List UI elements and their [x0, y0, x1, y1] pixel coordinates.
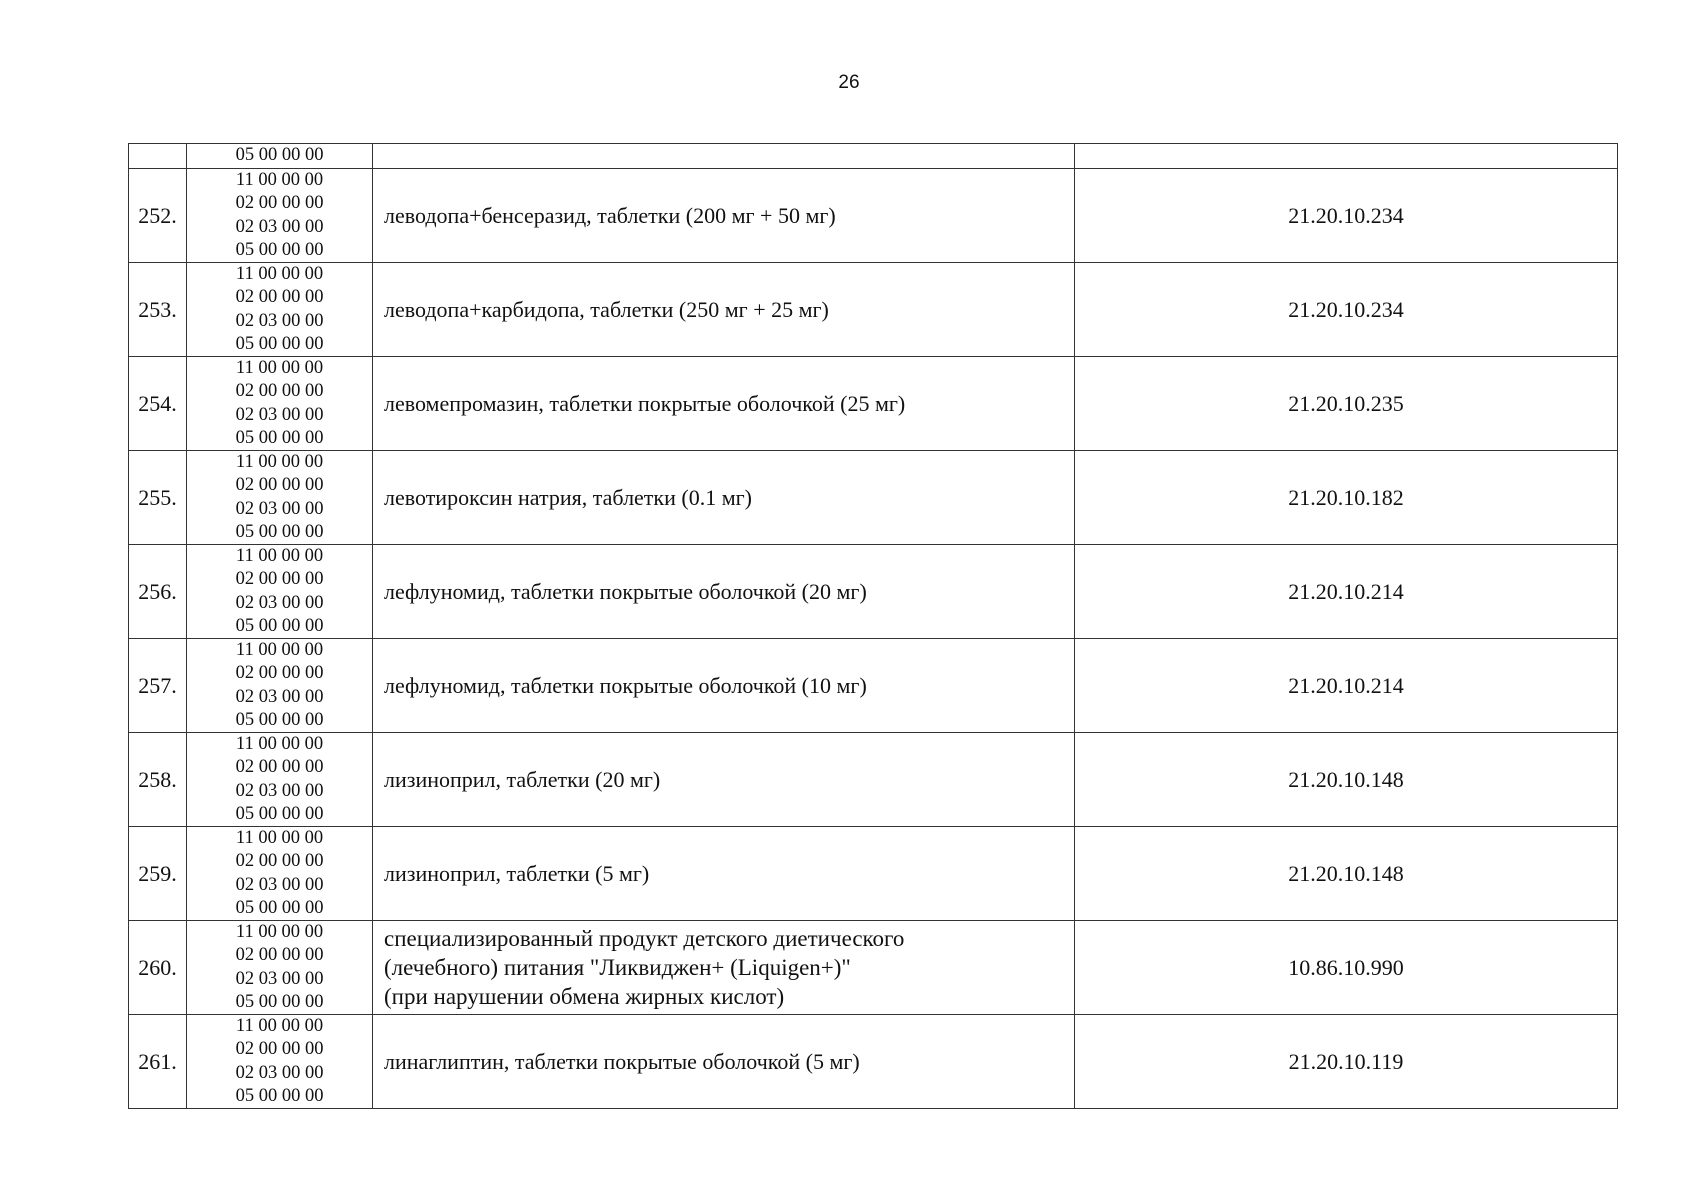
- name-line: лизиноприл, таблетки (20 мг): [384, 767, 661, 792]
- row-number-cell: 254.: [129, 357, 187, 451]
- code-line: 05 00 00 00: [235, 1085, 324, 1106]
- row-number-cell: 257.: [129, 639, 187, 733]
- name-cell: [373, 921, 1075, 1015]
- code-line: 05 00 00 00: [235, 897, 324, 918]
- page-number: 26: [838, 72, 860, 93]
- table-row: [129, 357, 1618, 451]
- code-line: 02 03 00 00: [235, 498, 324, 519]
- code-line: 05 00 00 00: [235, 239, 324, 260]
- code-line: 02 03 00 00: [235, 592, 324, 613]
- name-line: специализированный продукт детского диетического: [384, 926, 905, 951]
- okpd-cell: 21.20.10.214: [1075, 639, 1618, 733]
- code-line: 05 00 00 00: [235, 709, 324, 730]
- name-line: (лечебного) питания "Ликвиджен+ (Liquigen+)": [384, 955, 851, 980]
- code-line: 05 00 00 00: [235, 145, 324, 166]
- table-row: [129, 263, 1618, 357]
- okpd-cell: 10.86.10.990: [1075, 921, 1618, 1015]
- code-line: 02 03 00 00: [235, 780, 324, 801]
- table-row: [129, 733, 1618, 827]
- row-number-cell: 252.: [129, 169, 187, 263]
- code-line: 05 00 00 00: [235, 991, 324, 1012]
- codes-cell: [187, 733, 373, 827]
- code-line: 11 00 00 00: [235, 828, 324, 849]
- name-line: левотироксин натрия, таблетки (0.1 мг): [384, 485, 752, 510]
- code-line: 02 00 00 00: [235, 381, 324, 402]
- table-row: [129, 1015, 1618, 1109]
- name-cell: [373, 357, 1075, 451]
- okpd-cell: 21.20.10.148: [1075, 827, 1618, 921]
- code-line: 11 00 00 00: [235, 546, 324, 567]
- okpd-cell: [1075, 144, 1618, 169]
- code-line: 11 00 00 00: [235, 452, 324, 473]
- code-line: 02 00 00 00: [235, 663, 324, 684]
- table-row: [129, 639, 1618, 733]
- code-line: 02 03 00 00: [235, 686, 324, 707]
- code-line: 02 03 00 00: [235, 404, 324, 425]
- name-line: леводопа+бенсеразид, таблетки (200 мг + 50 мг): [384, 203, 836, 228]
- name-cell: [373, 733, 1075, 827]
- code-line: 02 03 00 00: [235, 1062, 324, 1083]
- codes-cell: [187, 639, 373, 733]
- okpd-cell: 21.20.10.235: [1075, 357, 1618, 451]
- okpd-cell: 21.20.10.234: [1075, 169, 1618, 263]
- codes-cell: [187, 545, 373, 639]
- okpd-cell: 21.20.10.214: [1075, 545, 1618, 639]
- name-line: левомепромазин, таблетки покрытые оболочкой (25 мг): [384, 391, 906, 416]
- code-line: 02 00 00 00: [235, 287, 324, 308]
- code-line: 05 00 00 00: [235, 521, 324, 542]
- name-line: лизиноприл, таблетки (5 мг): [384, 861, 650, 886]
- row-number-cell: 258.: [129, 733, 187, 827]
- name-line: (при нарушении обмена жирных кислот): [384, 984, 785, 1009]
- codes-cell: [187, 144, 373, 169]
- name-line: лефлуномид, таблетки покрытые оболочкой (20 мг): [384, 579, 867, 604]
- name-line: лефлуномид, таблетки покрытые оболочкой (10 мг): [384, 673, 867, 698]
- okpd-cell: 21.20.10.119: [1075, 1015, 1618, 1109]
- row-number-cell: 253.: [129, 263, 187, 357]
- codes-cell: [187, 921, 373, 1015]
- table-row: [129, 451, 1618, 545]
- name-cell: [373, 827, 1075, 921]
- row-number-cell: 259.: [129, 827, 187, 921]
- name-cell: [373, 451, 1075, 545]
- row-number-cell: [129, 144, 187, 169]
- code-line: 02 00 00 00: [235, 1039, 324, 1060]
- name-cell: [373, 639, 1075, 733]
- codes-cell: [187, 357, 373, 451]
- code-line: 11 00 00 00: [235, 358, 324, 379]
- name-cell: [373, 169, 1075, 263]
- codes-cell: [187, 827, 373, 921]
- codes-cell: [187, 169, 373, 263]
- row-number-cell: 261.: [129, 1015, 187, 1109]
- name-line: леводопа+карбидопа, таблетки (250 мг + 25 мг): [384, 297, 829, 322]
- name-cell: [373, 545, 1075, 639]
- code-line: 02 00 00 00: [235, 851, 324, 872]
- okpd-cell: 21.20.10.148: [1075, 733, 1618, 827]
- row-number-cell: 260.: [129, 921, 187, 1015]
- table-row: [129, 827, 1618, 921]
- name-cell: [373, 144, 1075, 169]
- code-line: 05 00 00 00: [235, 333, 324, 354]
- code-line: 05 00 00 00: [235, 803, 324, 824]
- codes-cell: [187, 451, 373, 545]
- table-row: [129, 921, 1618, 1015]
- code-line: 11 00 00 00: [235, 1016, 324, 1037]
- name-line: линаглиптин, таблетки покрытые оболочкой (5 мг): [384, 1049, 860, 1074]
- okpd-cell: 21.20.10.234: [1075, 263, 1618, 357]
- code-line: 02 03 00 00: [235, 216, 324, 237]
- code-line: 11 00 00 00: [235, 170, 324, 191]
- name-cell: [373, 263, 1075, 357]
- code-line: 11 00 00 00: [235, 922, 324, 943]
- medicines-table: [128, 143, 1618, 1109]
- code-line: 02 00 00 00: [235, 193, 324, 214]
- code-line: 11 00 00 00: [235, 734, 324, 755]
- table-row-continuation: [129, 144, 1618, 169]
- row-number-cell: 255.: [129, 451, 187, 545]
- code-line: 02 00 00 00: [235, 945, 324, 966]
- code-line: 11 00 00 00: [235, 264, 324, 285]
- code-line: 02 00 00 00: [235, 757, 324, 778]
- row-number-cell: 256.: [129, 545, 187, 639]
- codes-cell: [187, 1015, 373, 1109]
- code-line: 02 03 00 00: [235, 968, 324, 989]
- code-line: 05 00 00 00: [235, 427, 324, 448]
- code-line: 05 00 00 00: [235, 615, 324, 636]
- code-line: 02 03 00 00: [235, 310, 324, 331]
- table-row: [129, 545, 1618, 639]
- okpd-cell: 21.20.10.182: [1075, 451, 1618, 545]
- code-line: 02 00 00 00: [235, 475, 324, 496]
- table-row: [129, 169, 1618, 263]
- codes-cell: [187, 263, 373, 357]
- code-line: 02 03 00 00: [235, 874, 324, 895]
- code-line: 02 00 00 00: [235, 569, 324, 590]
- name-cell: [373, 1015, 1075, 1109]
- code-line: 11 00 00 00: [235, 640, 324, 661]
